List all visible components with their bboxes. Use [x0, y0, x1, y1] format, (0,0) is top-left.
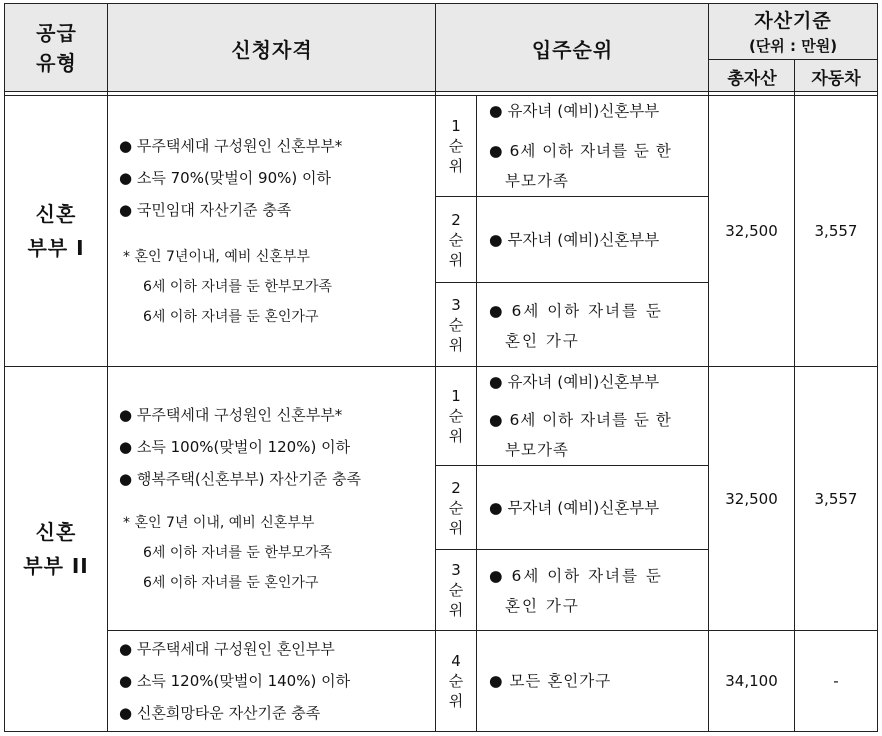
group2-notes [123, 508, 433, 598]
header-asset-standard: 자산기준 [754, 9, 832, 32]
eligibility-table [4, 3, 878, 732]
rank-char: 위 [448, 335, 464, 354]
rank-item: 혼인 가구 [505, 332, 580, 350]
rank-digit: 4 [451, 652, 461, 670]
group2-eligibility-item: ● 무주택세대 구성원인 신혼부부* [119, 406, 343, 424]
col-divider-type [107, 4, 108, 731]
extra-eligibility-item: ● 소득 120%(맞벌이 140%) 이하 [119, 672, 351, 690]
rank-item: 혼인 가구 [505, 597, 580, 615]
group1-total-assets: 32,500 [725, 222, 778, 240]
group1-rank2-items [489, 197, 705, 282]
group1-eligibility-item: ● 국민임대 자산기준 충족 [119, 201, 292, 219]
group2-car: 3,557 [814, 489, 858, 508]
rank-char: 순 [448, 315, 464, 334]
rank-digit: 2 [451, 478, 461, 497]
extra-eligibility-item: ● 무주택세대 구성원인 혼인부부 [119, 640, 335, 658]
group1-note: 6세 이하 자녀를 둔 혼인가구 [143, 309, 319, 325]
group1-type-line1: 신혼 [35, 202, 77, 226]
group2-rank-divider-2 [435, 549, 709, 550]
header-total-assets: 총자산 [727, 68, 777, 89]
rank-item: ● 6세 이하 자녀를 둔 [489, 302, 663, 320]
group1-eligibility-item: ● 무주택세대 구성원인 신혼부부* [119, 137, 343, 155]
rank-item: ● 모든 혼인가구 [489, 672, 612, 690]
group1-rank3-items [489, 296, 705, 356]
rank-char: 위 [448, 601, 464, 619]
group1-rank-divider-2 [435, 282, 709, 283]
extra-car: - [833, 672, 839, 690]
rank-item: ● 무자녀 (예비)신혼부부 [489, 230, 660, 249]
rank-item: ● 6세 이하 자녀를 둔 한 [489, 411, 672, 429]
rank-item: 부모가족 [505, 172, 569, 190]
extra-total-assets: 34,100 [725, 672, 778, 690]
rank-digit: 1 [451, 117, 461, 135]
rank-char: 순 [448, 137, 464, 155]
group1-car: 3,557 [814, 222, 858, 240]
rank-digit: 2 [451, 210, 461, 229]
group2-rank2-number [436, 466, 476, 549]
group1-eligibility-item: ● 소득 70%(맞벌이 90%) 이하 [119, 169, 331, 187]
group2-rank4-items [489, 631, 705, 731]
header-supply-type-line1: 공급 [36, 21, 77, 45]
group2-extra-eligibility [119, 633, 433, 729]
group2-rank3-number [436, 550, 476, 630]
rank-char: 위 [448, 157, 464, 175]
group2-eligibility-item: ● 행복주택(신혼부부) 자산기준 충족 [119, 470, 361, 488]
rank-char: 순 [448, 581, 464, 599]
rank-item: ● 6세 이하 자녀를 둔 한 [489, 142, 672, 160]
rank-item: ● 6세 이하 자녀를 둔 [489, 567, 663, 585]
group2-rank1-items [489, 367, 705, 465]
header-supply-type-line2: 유형 [36, 51, 77, 75]
rank-digit: 1 [451, 387, 461, 405]
rank-char: 순 [448, 230, 464, 249]
group1-note: * 혼인 7년이내, 예비 신혼부부 [123, 249, 310, 265]
group1-rank1-number [436, 96, 476, 196]
group1-rank1-items [489, 96, 705, 196]
header-asset-divider [709, 59, 877, 60]
group1-eligibility [119, 130, 433, 226]
rank-char: 순 [448, 672, 464, 690]
rank-item: ● 무자녀 (예비)신혼부부 [489, 498, 660, 517]
extra-eligibility-item: ● 신혼희망타운 자산기준 충족 [119, 704, 321, 722]
header-supply-type [5, 4, 108, 92]
group1-notes [123, 242, 433, 332]
rank-char: 위 [448, 518, 464, 537]
header-move-in-order: 입주순위 [531, 37, 614, 62]
rank-digit: 3 [451, 295, 461, 314]
group2-type-line1: 신혼 [35, 520, 77, 544]
group1-rank3-number [436, 283, 476, 366]
group2-note: 6세 이하 자녀를 둔 혼인가구 [143, 575, 319, 591]
group1-type [5, 96, 107, 366]
header-unit: (단위 : 만원) [748, 37, 838, 55]
group2-total-assets: 32,500 [725, 489, 778, 508]
group1-rank2-number [436, 197, 476, 282]
group2-rank4-number [436, 631, 476, 731]
group2-eligibility-item: ● 소득 100%(맞벌이 120%) 이하 [119, 438, 351, 456]
col-divider-rank [476, 96, 477, 731]
rank-char: 위 [448, 692, 464, 710]
rank-digit: 3 [451, 561, 461, 579]
group2-note: * 혼인 7년 이내, 예비 신혼부부 [123, 515, 315, 531]
group2-rank2-items [489, 466, 705, 549]
group2-note: 6세 이하 자녀를 둔 한부모가족 [143, 545, 332, 561]
group2-type [5, 367, 107, 731]
group2-type-line2: 부부 II [23, 554, 89, 578]
header-car: 자동차 [811, 68, 861, 89]
rank-item: 부모가족 [505, 441, 569, 459]
rank-char: 위 [448, 250, 464, 269]
group2-rank1-number [436, 367, 476, 465]
group2-eligibility [119, 399, 433, 495]
rank-char: 위 [448, 427, 464, 445]
group1-note: 6세 이하 자녀를 둔 한부모가족 [143, 279, 332, 295]
header-divider-1 [5, 91, 877, 92]
group2-rank3-items [489, 561, 705, 621]
rank-item: ● 유자녀 (예비)신혼부부 [489, 373, 660, 391]
rank-char: 순 [448, 498, 464, 517]
rank-char: 순 [448, 407, 464, 425]
header-eligibility: 신청자격 [231, 37, 313, 62]
rank-item: ● 유자녀 (예비)신혼부부 [489, 102, 660, 120]
group1-type-line2: 부부 I [27, 236, 85, 260]
